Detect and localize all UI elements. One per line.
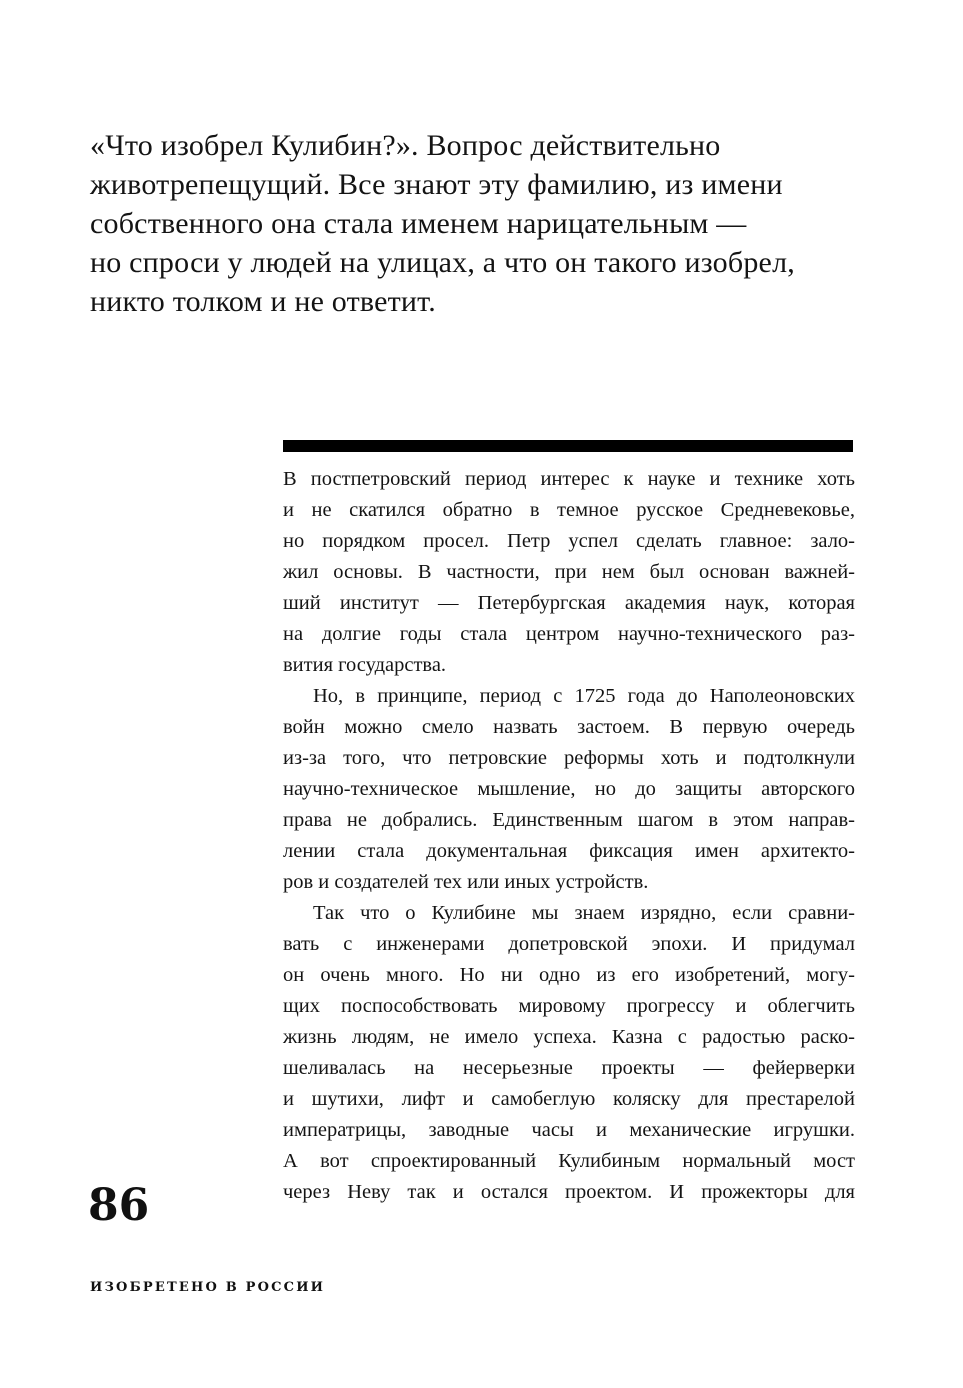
body-line: научно-техническое мышление, но до защиты авторского	[283, 778, 855, 800]
body-line: на долгие годы стала центром научно-технического раз-	[283, 623, 855, 645]
running-footer: ИЗОБРЕТЕНО В РОССИИ	[90, 1280, 326, 1295]
body-line: ров и создателей тех или иных устройств.	[283, 871, 649, 893]
lede-line: никто толком и не ответит.	[90, 285, 436, 318]
lede-line: собственного она стала именем нарицательным —	[90, 207, 747, 240]
paragraph	[283, 681, 855, 898]
body-line: шеливалась на несерьезные проекты — фейерверки	[283, 1057, 855, 1079]
body-line: и не скатился обратно в темное русское Средневековье,	[283, 499, 855, 521]
paragraph	[283, 898, 855, 1208]
body-line: из-за того, что петровские реформы хоть и подтолкнули	[283, 747, 855, 769]
paragraph	[283, 464, 855, 681]
lede-paragraph	[90, 126, 890, 321]
body-line: жизнь людям, не имело успеха. Казна с радостью раско-	[283, 1026, 855, 1048]
body-line: А вот спроектированный Кулибиным нормальный мост	[283, 1150, 855, 1172]
body-line: В постпетровский период интерес к науке и технике хоть	[283, 468, 855, 490]
body-line: он очень много. Но ни одно из его изобретений, могу-	[283, 964, 855, 986]
body-line: но порядком просел. Петр успел сделать главное: зало-	[283, 530, 855, 552]
body-line: вать с инженерами допетровской эпохи. И придумал	[283, 933, 855, 955]
body-line: Так что о Кулибине мы знаем изрядно, если сравни-	[313, 902, 855, 924]
section-divider-bar	[283, 440, 853, 452]
body-line: императрицы, заводные часы и механические игрушки.	[283, 1119, 855, 1141]
body-line: и шутихи, лифт и самобеглую коляску для престарелой	[283, 1088, 855, 1110]
body-line: вития государства.	[283, 654, 447, 676]
page-number: 86	[88, 1180, 150, 1231]
body-line: через Неву так и остался проектом. И прожекторы для	[283, 1181, 855, 1203]
body-text-column	[283, 464, 855, 1208]
lede-line: но спроси у людей на улицах, а что он такого изобрел,	[90, 246, 795, 279]
body-line: войн можно смело назвать застоем. В первую очередь	[283, 716, 855, 738]
lede-line: животрепещущий. Все знают эту фамилию, из имени	[90, 168, 783, 201]
body-line: ший институт — Петербургская академия наук, которая	[283, 592, 855, 614]
body-line: права не добрались. Единственным шагом в этом направ-	[283, 809, 855, 831]
body-line: щих поспособствовать мировому прогрессу и облегчить	[283, 995, 855, 1017]
body-line: Но, в принципе, период с 1725 года до Наполеоновских	[313, 685, 855, 707]
lede-line: «Что изобрел Кулибин?». Вопрос действительно	[90, 129, 721, 162]
body-line: жил основы. В частности, при нем был основан важней-	[283, 561, 855, 583]
body-line: лении стала документальная фиксация имен архитекто-	[283, 840, 855, 862]
